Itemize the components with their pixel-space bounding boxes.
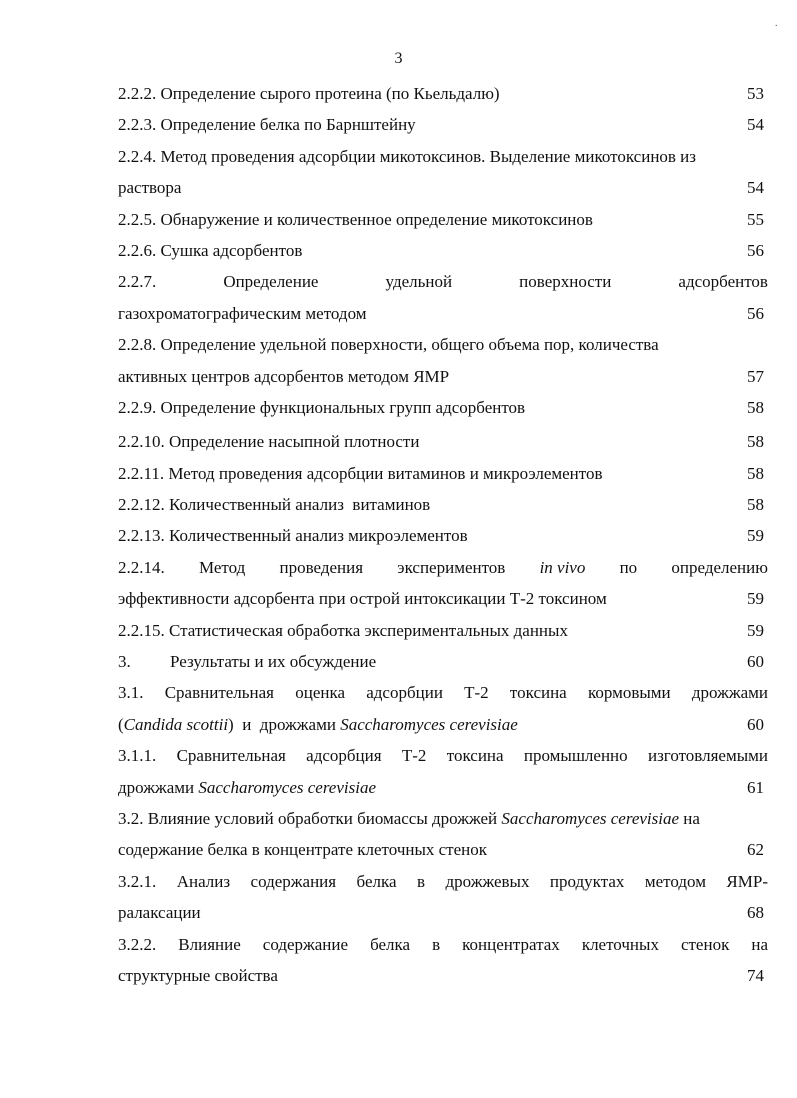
page-number: 3 <box>394 50 403 67</box>
toc-entry-title: 2.2.11. Метод проведения адсорбции витаминов и микроэлементов <box>118 463 603 483</box>
toc-entry-page: 60 <box>747 714 764 734</box>
toc-entry-title: 2.2.8. Определение удельной поверхности, общего объема пор, количества <box>118 335 659 355</box>
toc-entry-title-cont: дрожжами Saccharomyces cerevisiae <box>118 777 377 797</box>
toc-entry-title: 3.2.2. Влияние содержание белка в концентратах клеточных стенок на <box>118 934 768 954</box>
toc-entry-title: 2.2.3. Определение белка по Барнштейну <box>118 115 416 135</box>
toc-entry-title: 2.2.10. Определение насыпной плотности <box>118 432 420 452</box>
toc-entry-page: 74 <box>747 965 764 985</box>
toc-entry-title: 2.2.6. Сушка адсорбентов <box>118 240 303 260</box>
toc-entry <box>118 677 768 740</box>
toc-entry-page: 68 <box>747 903 764 923</box>
toc-entry <box>118 489 768 520</box>
toc-entry-title-cont: содержание белка в концентрате клеточных стенок <box>118 840 488 860</box>
toc-entry <box>118 204 768 235</box>
toc-entry-page: 59 <box>747 589 764 609</box>
toc-entry <box>118 646 768 677</box>
toc-entry-page: 59 <box>747 526 764 546</box>
toc-entry <box>118 929 768 992</box>
corner-mark: . <box>775 18 778 29</box>
toc-entry <box>118 740 768 803</box>
toc-entry <box>118 141 768 204</box>
toc-entry <box>118 615 768 646</box>
toc-entry <box>118 552 768 615</box>
toc-entry-title: 2.2.5. Обнаружение и количественное определение микотоксинов <box>118 209 593 229</box>
toc-entry <box>118 78 768 109</box>
toc-entry-title: 3.1. Сравнительная оценка адсорбции Т-2 токсина кормовыми дрожжами <box>118 683 768 703</box>
toc-entry-title: 3.2. Влияние условий обработки биомассы дрожжей Saccharomyces cerevisiae на <box>118 808 700 828</box>
toc-entry-title: 2.2.13. Количественный анализ микроэлементов <box>118 526 468 546</box>
toc-entry <box>118 109 768 140</box>
table-of-contents <box>118 78 768 991</box>
toc-entry-page: 58 <box>747 397 764 417</box>
toc-entry-title-cont: активных центров адсорбентов методом ЯМР <box>118 366 450 386</box>
toc-entry-page: 56 <box>747 240 764 260</box>
toc-entry-title: 3.1.1. Сравнительная адсорбция Т-2 токсина промышленно изготовляемыми <box>118 746 768 766</box>
toc-entry-page: 62 <box>747 840 764 860</box>
toc-entry-title-cont: структурные свойства <box>118 965 278 985</box>
toc-entry-title-cont: раствора <box>118 178 182 198</box>
toc-entry-page: 58 <box>747 495 764 515</box>
toc-entry-page: 58 <box>747 463 764 483</box>
toc-entry-page: 54 <box>747 115 764 135</box>
toc-entry <box>118 426 768 457</box>
toc-entry-title-cont: ралаксации <box>118 903 201 923</box>
toc-entry-title: 3.2.1. Анализ содержания белка в дрожжевых продуктах методом ЯМР- <box>118 871 768 891</box>
toc-entry-page: 53 <box>747 84 764 103</box>
toc-entry <box>118 866 768 929</box>
toc-entry-title: Результаты и их обсуждение <box>170 652 377 672</box>
toc-entry-title: 2.2.15. Статистическая обработка экспериментальных данных <box>118 620 568 640</box>
toc-entry-title: 2.2.2. Определение сырого протеина (по Кьельдалю) <box>118 84 500 103</box>
toc-entry-page: 54 <box>747 178 764 198</box>
toc-entry-page: 58 <box>747 432 764 452</box>
toc-entry <box>118 329 768 392</box>
toc-entry <box>118 458 768 489</box>
toc-entry-title: 2.2.7. Определение удельной поверхности адсорбентов <box>118 272 768 292</box>
toc-entry-page: 55 <box>747 209 764 229</box>
toc-entry-page: 59 <box>747 620 764 640</box>
toc-entry-page: 57 <box>747 366 764 386</box>
toc-entry-title-cont: эффективности адсорбента при острой интоксикации Т-2 токсином <box>118 589 607 609</box>
toc-entry-title: 2.2.4. Метод проведения адсорбции микотоксинов. Выделение микотоксинов из <box>118 146 696 166</box>
toc-entry <box>118 803 768 866</box>
toc-entry-title: 2.2.14. Метод проведения экспериментов in vivo по определению <box>118 557 768 577</box>
toc-entry-number: 3. <box>118 652 131 672</box>
toc-entry <box>118 392 768 423</box>
toc-entry-page: 61 <box>747 777 764 797</box>
toc-entry-title: 2.2.12. Количественный анализ витаминов <box>118 495 431 515</box>
toc-entry-title-cont: (Candida scottii) и дрожжами Saccharomyces cerevisiae <box>118 714 518 734</box>
toc-entry-page: 56 <box>747 303 764 323</box>
toc-entry <box>118 235 768 266</box>
toc-entry <box>118 266 768 329</box>
toc-entry <box>118 520 768 551</box>
toc-entry-title-cont: газохроматографическим методом <box>118 303 367 323</box>
toc-entry-page: 60 <box>747 652 764 672</box>
toc-entry-title: 2.2.9. Определение функциональных групп адсорбентов <box>118 397 526 417</box>
